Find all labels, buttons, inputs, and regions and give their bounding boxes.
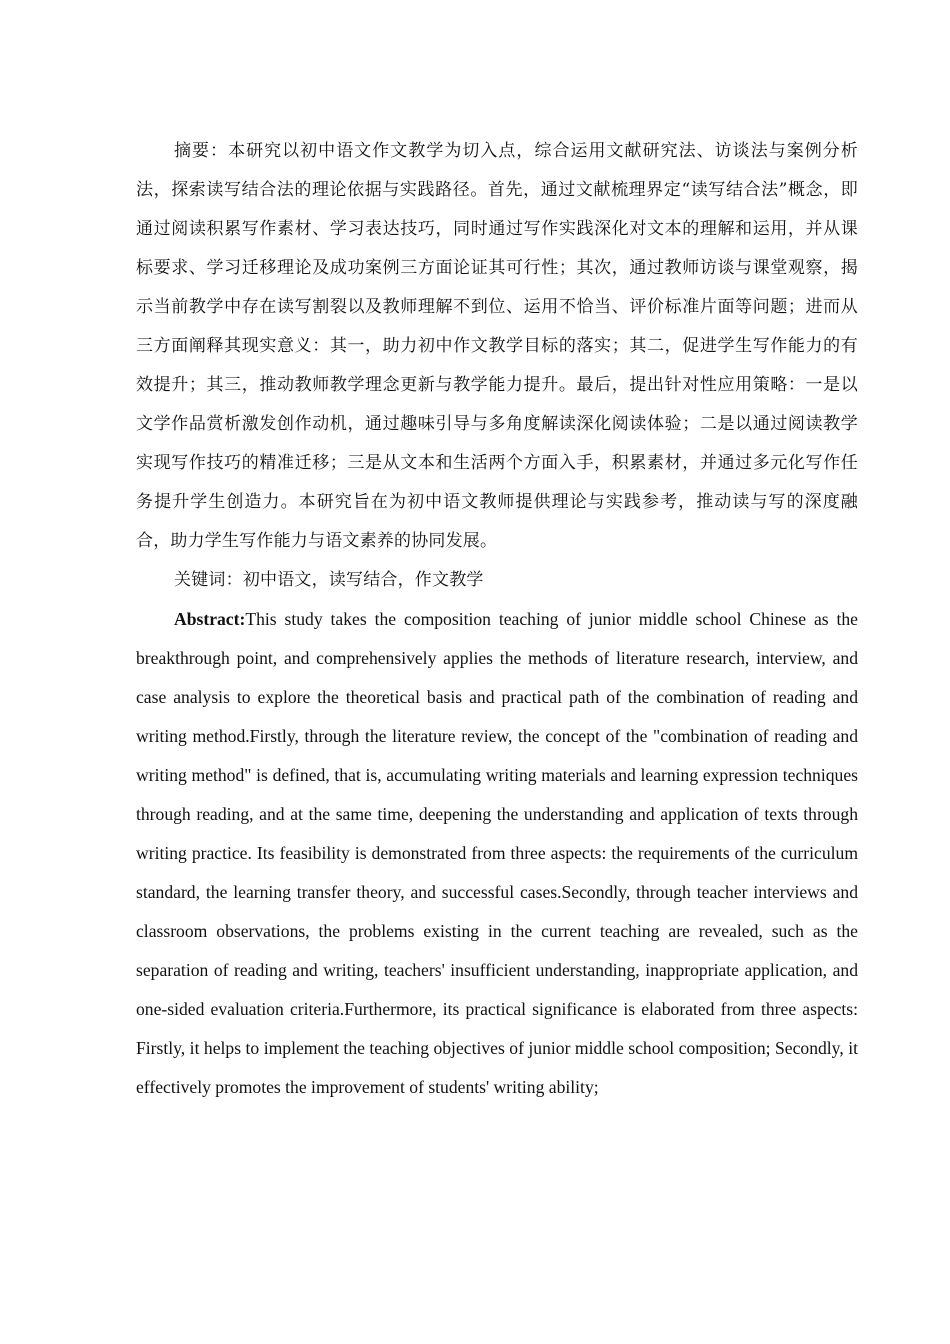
keywords-zh-paragraph [136,561,858,600]
document-page [136,132,858,1107]
abstract-zh-label: 摘要： [174,141,229,161]
abstract-zh-text: 本研究以初中语文作文教学为切入点，综合运用文献研究法、访谈法与案例分析法，探索读写结合法的理论依据与实践路径。首先，通过文献梳理界定“读写结合法”概念，即通过阅读积累写作素材、学习表达技巧，同时通过写作实践深化对文本的理解和运用，并从课标要求、学习迁移理论及成功案例三方面论证其可行性；其次，通过教师访谈与课堂观察，揭示当前教学中存在读写割裂以及教师理解不到位、运用不恰当、评价标准片面等问题；进而从三方面阐释其现实意义：其一，助力初中作文教学目标的落实；其二，促进学生写作能力的有效提升；其三，推动教师教学理念更新与教学能力提升。最后，提出针对性应用策略：一是以文学作品赏析激发创作动机，通过趣味引导与多角度解读深化阅读体验；二是以通过阅读教学实现写作技巧的精准迁移；三是从文本和生活两个方面入手，积累素材，并通过多元化写作任务提升学生创造力。本研究旨在为初中语文教师提供理论与实践参考，推动读与写的深度融合，助力学生写作能力与语文素养的协同发展。 [136,141,859,551]
keywords-zh-text: 初中语文，读写结合，作文教学 [242,570,484,590]
abstract-en-text: This study takes the composition teaching of junior middle school Chinese as the breakthrough point, and comprehensively applies the methods of literature research, interview, and case analysis to explore the theoretical basis and practical path of the combination of reading and writing method.Firstly, through the literature review, the concept of the "combination of reading and writing method" is defined, that is, accumulating writing materials and learning expression techniques through reading, and at the same time, deepening the understanding and application of texts through writing practice. Its feasibility is demonstrated from three aspects: the requirements of the curriculum standard, the learning transfer theory, and successful cases.Secondly, through teacher interviews and classroom observations, the problems existing in the current teaching are revealed, such as the separation of reading and writing, teachers' insufficient understanding, inappropriate application, and one-sided evaluation criteria.Furthermore, its practical significance is elaborated from three aspects: Firstly, it helps to implement the teaching objectives of junior middle school composition; Secondly, it effectively promotes the improvement of students' writing ability; [136,609,858,1097]
abstract-zh-paragraph [136,132,858,561]
abstract-en-paragraph [136,600,858,1107]
keywords-zh-label: 关键词： [174,570,243,590]
abstract-en-label: Abstract: [174,609,246,629]
